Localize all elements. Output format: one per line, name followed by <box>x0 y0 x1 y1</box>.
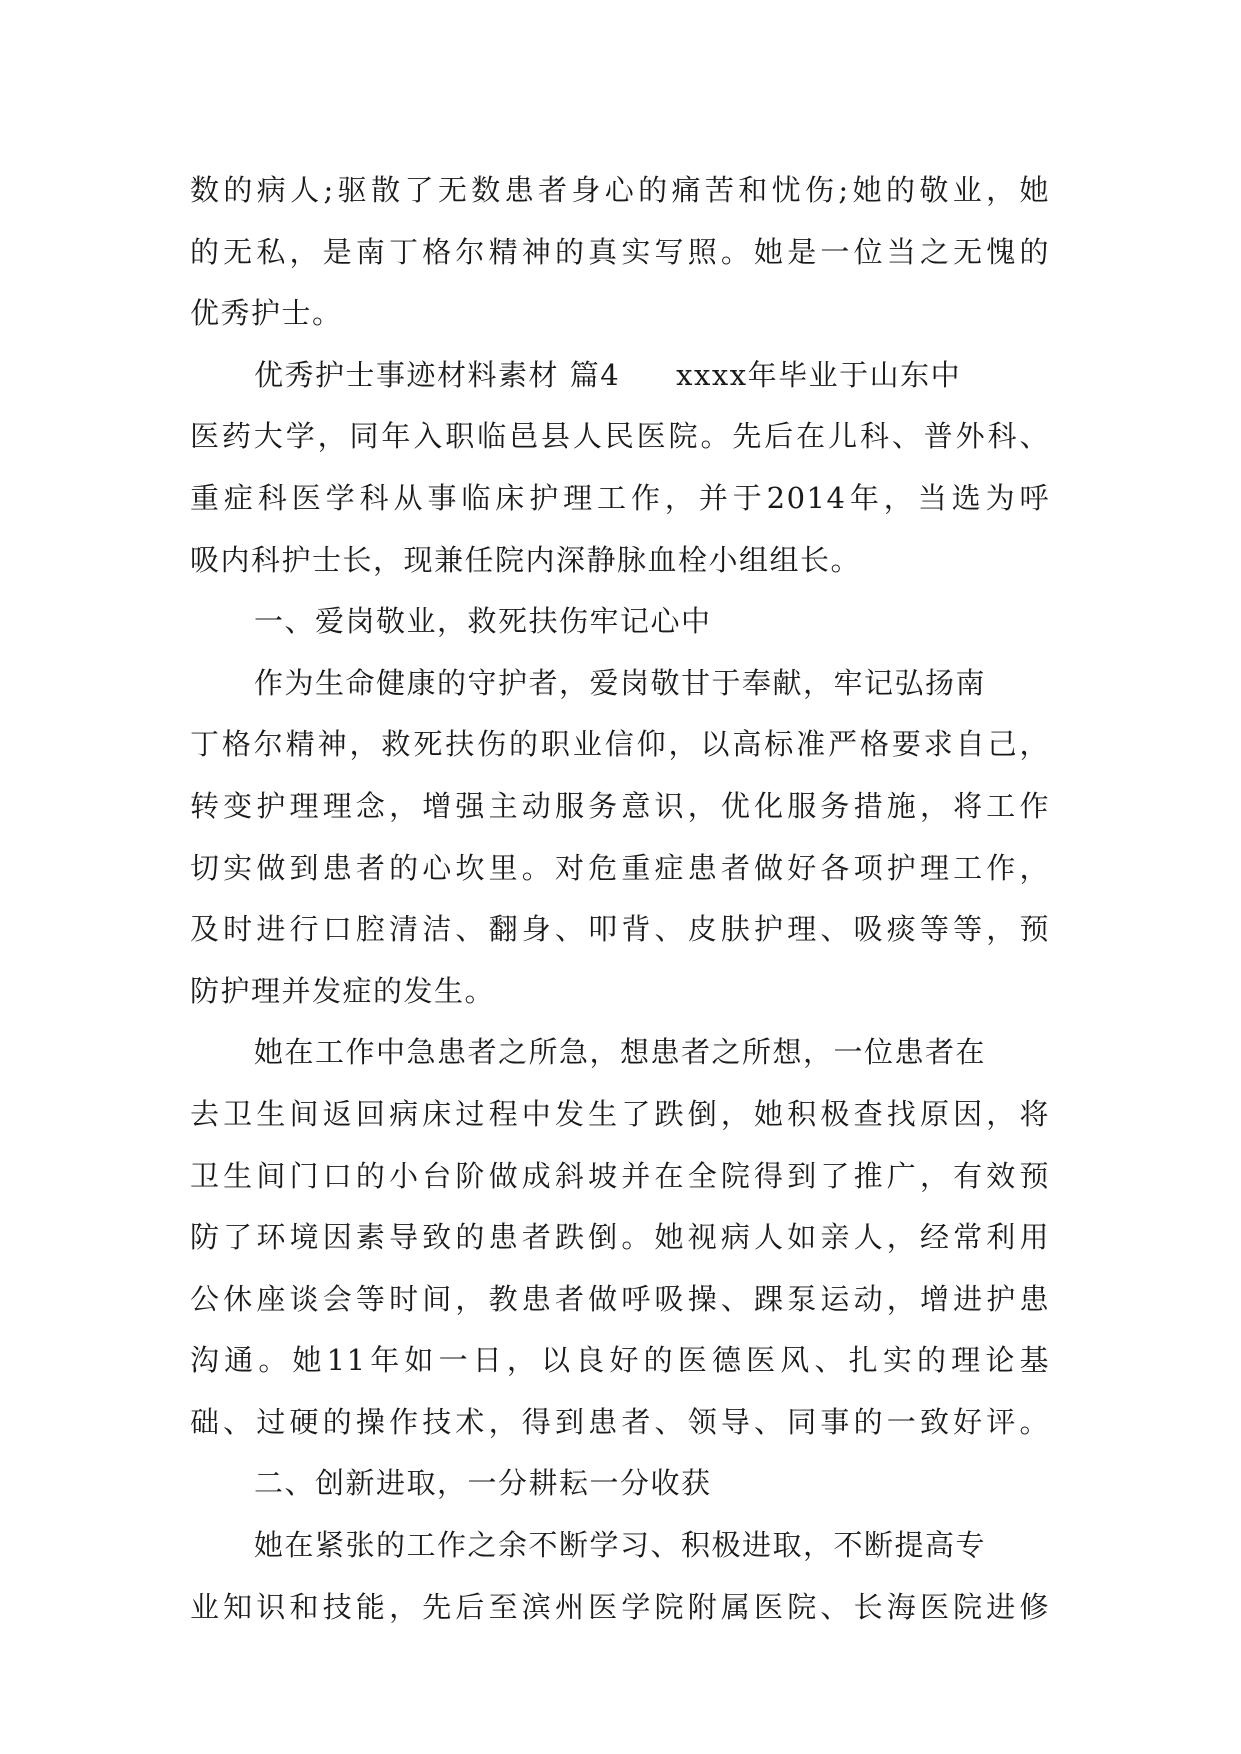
text-line: 卫生间门口的小台阶做成斜坡并在全院得到了推广，有效预 <box>190 1158 1050 1193</box>
text-line: 及时进行口腔清洁、翻身、叩背、皮肤护理、吸痰等等，预 <box>190 912 1050 947</box>
subheading: 二、创新进取，一分耕耘一分收获 <box>254 1466 712 1501</box>
text-line: 公休座谈会等时间，教患者做呼吸操、踝泵运动，增进护患 <box>190 1281 1050 1316</box>
text-fragment: xxxx年毕业于山东中 <box>676 357 962 392</box>
text-line: 重症科医学科从事临床护理工作，并于2014年，当选为呼 <box>190 480 1050 515</box>
text-line: 她在紧张的工作之余不断学习、积极进取，不断提高专 <box>254 1528 987 1563</box>
text-line: 去卫生间返回病床过程中发生了跌倒，她积极查找原因，将 <box>190 1096 1050 1131</box>
text-line: 防护理并发症的发生。 <box>190 973 496 1008</box>
text-line: 优秀护士。 <box>190 296 343 331</box>
text-line: 防了环境因素导致的患者跌倒。她视病人如亲人，经常利用 <box>190 1220 1050 1255</box>
text-line: 切实做到患者的心坎里。对危重症患者做好各项护理工作， <box>190 850 1050 885</box>
subheading: 一、爱岗敬业，救死扶伤牢记心中 <box>254 604 712 639</box>
document-body <box>190 160 1050 1638</box>
text-line: 础、过硬的操作技术，得到患者、领导、同事的一致好评。 <box>190 1404 1050 1439</box>
section-heading-line <box>190 345 1050 407</box>
section-heading: 优秀护士事迹材料素材 篇4 <box>254 357 621 392</box>
text-line: 的无私，是南丁格尔精神的真实写照。她是一位当之无愧的 <box>190 234 1050 269</box>
text-line: 丁格尔精神，救死扶伤的职业信仰，以高标准严格要求自己， <box>190 727 1050 762</box>
text-line: 作为生命健康的守护者，爱岗敬甘于奉献，牢记弘扬南 <box>254 665 987 700</box>
text-line: 业知识和技能，先后至滨州医学院附属医院、长海医院进修 <box>190 1589 1050 1624</box>
text-line: 医药大学，同年入职临邑县人民医院。先后在儿科、普外科、 <box>190 419 1050 454</box>
text-line: 转变护理理念，增强主动服务意识，优化服务措施，将工作 <box>190 788 1050 823</box>
text-line: 她在工作中急患者之所急，想患者之所想，一位患者在 <box>254 1035 987 1070</box>
text-line: 沟通。她11年如一日，以良好的医德医风、扎实的理论基 <box>190 1343 1050 1378</box>
text-line: 吸内科护士长，现兼任院内深静脉血栓小组组长。 <box>190 542 862 577</box>
text-line: 数的病人;驱散了无数患者身心的痛苦和忧伤;她的敬业，她 <box>190 173 1050 207</box>
